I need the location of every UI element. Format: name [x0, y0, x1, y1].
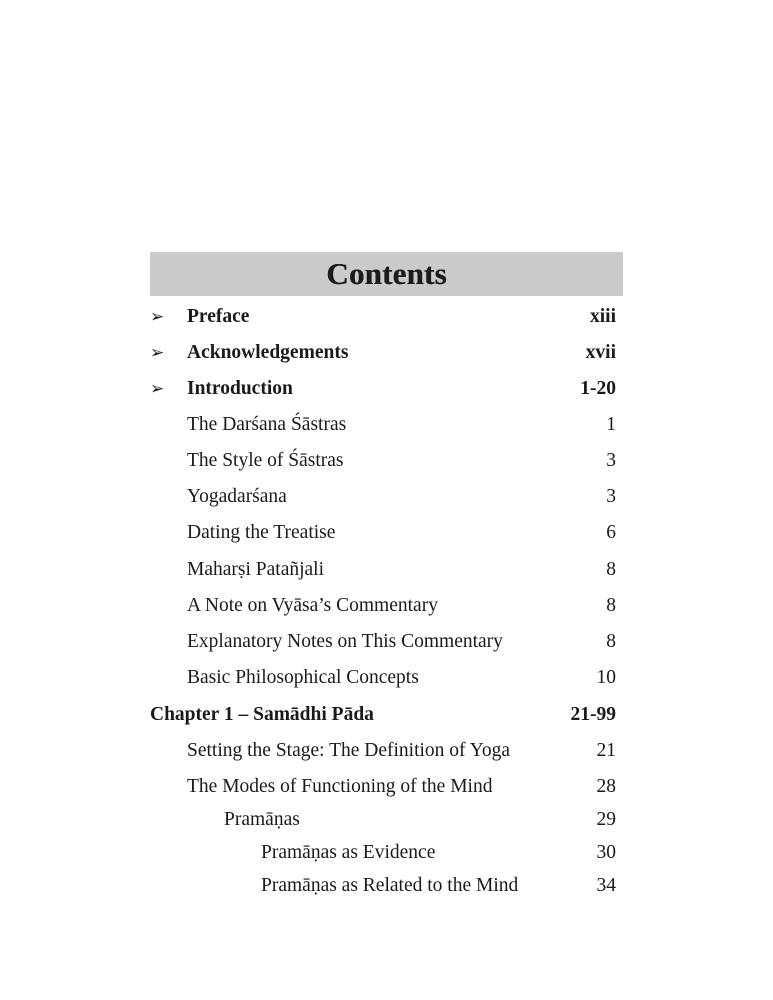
toc-entry-page: 1-20 — [580, 378, 616, 399]
toc-entry-label: Chapter 1 – Samādhi Pāda — [150, 704, 374, 725]
toc-entry[interactable] — [0, 663, 773, 693]
toc-entry[interactable] — [0, 446, 773, 476]
toc-entry-page: 30 — [596, 842, 616, 863]
toc-entry-label: Introduction — [187, 378, 293, 399]
arrowhead-bullet-icon: ➢ — [150, 343, 165, 363]
toc-entry-page: 8 — [606, 559, 616, 580]
toc-entry[interactable] — [0, 410, 773, 440]
toc-entry-page: 28 — [596, 776, 616, 797]
arrowhead-bullet-icon: ➢ — [150, 307, 165, 327]
toc-entry-page: 8 — [606, 631, 616, 652]
toc-entry-label: A Note on Vyāsa’s Commentary — [187, 595, 438, 616]
toc-entry[interactable] — [0, 871, 773, 901]
toc-entry[interactable] — [0, 591, 773, 621]
arrowhead-bullet-icon: ➢ — [150, 379, 165, 399]
toc-entry-page: 8 — [606, 595, 616, 616]
toc-entry[interactable] — [0, 518, 773, 548]
toc-entry-label: Acknowledgements — [187, 342, 349, 363]
contents-header-bar — [150, 252, 623, 296]
toc-entry-page: 34 — [596, 875, 616, 896]
toc-entry-acknowledgements[interactable] — [0, 338, 773, 368]
toc-entry-page: 6 — [606, 522, 616, 543]
toc-entry-page: 21-99 — [570, 704, 616, 725]
toc-entry-label: Pramāṇas — [224, 809, 300, 830]
toc-entry-page: xvii — [585, 342, 616, 363]
toc-entry-label: Yogadarśana — [187, 486, 287, 507]
toc-entry-label: Preface — [187, 306, 250, 327]
toc-entry-introduction[interactable] — [0, 374, 773, 404]
toc-entry-label: Basic Philosophical Concepts — [187, 667, 419, 688]
toc-entry-label: The Style of Śāstras — [187, 450, 344, 471]
toc-entry-chapter-1[interactable] — [0, 700, 773, 730]
toc-entry[interactable] — [0, 482, 773, 512]
toc-entry-page: 1 — [606, 414, 616, 435]
toc-entry-page: 10 — [596, 667, 616, 688]
toc-entry-label: Setting the Stage: The Definition of Yoga — [187, 740, 510, 761]
toc-entry[interactable] — [0, 736, 773, 766]
toc-entry-page: 3 — [606, 486, 616, 507]
toc-entry-label: The Modes of Functioning of the Mind — [187, 776, 493, 797]
toc-entry[interactable] — [0, 772, 773, 802]
page-title: Contents — [326, 256, 447, 291]
toc-entry-label: Maharṣi Patañjali — [187, 559, 325, 580]
toc-entry-label: Pramāṇas as Evidence — [261, 842, 436, 863]
toc-entry[interactable] — [0, 838, 773, 868]
toc-entry-label: The Darśana Śāstras — [187, 414, 347, 435]
toc-entry-preface[interactable] — [0, 302, 773, 332]
toc-entry-page: 29 — [596, 809, 616, 830]
toc-entry[interactable] — [0, 627, 773, 657]
toc-entry-page: 21 — [596, 740, 616, 761]
toc-entry-label: Explanatory Notes on This Commentary — [187, 631, 503, 652]
toc-entry-label: Pramāṇas as Related to the Mind — [261, 875, 519, 896]
toc-entry[interactable] — [0, 555, 773, 585]
toc-entry-page: xiii — [589, 306, 616, 327]
toc-entry-page: 3 — [606, 450, 616, 471]
toc-entry[interactable] — [0, 805, 773, 835]
toc-entry-label: Dating the Treatise — [187, 522, 336, 543]
